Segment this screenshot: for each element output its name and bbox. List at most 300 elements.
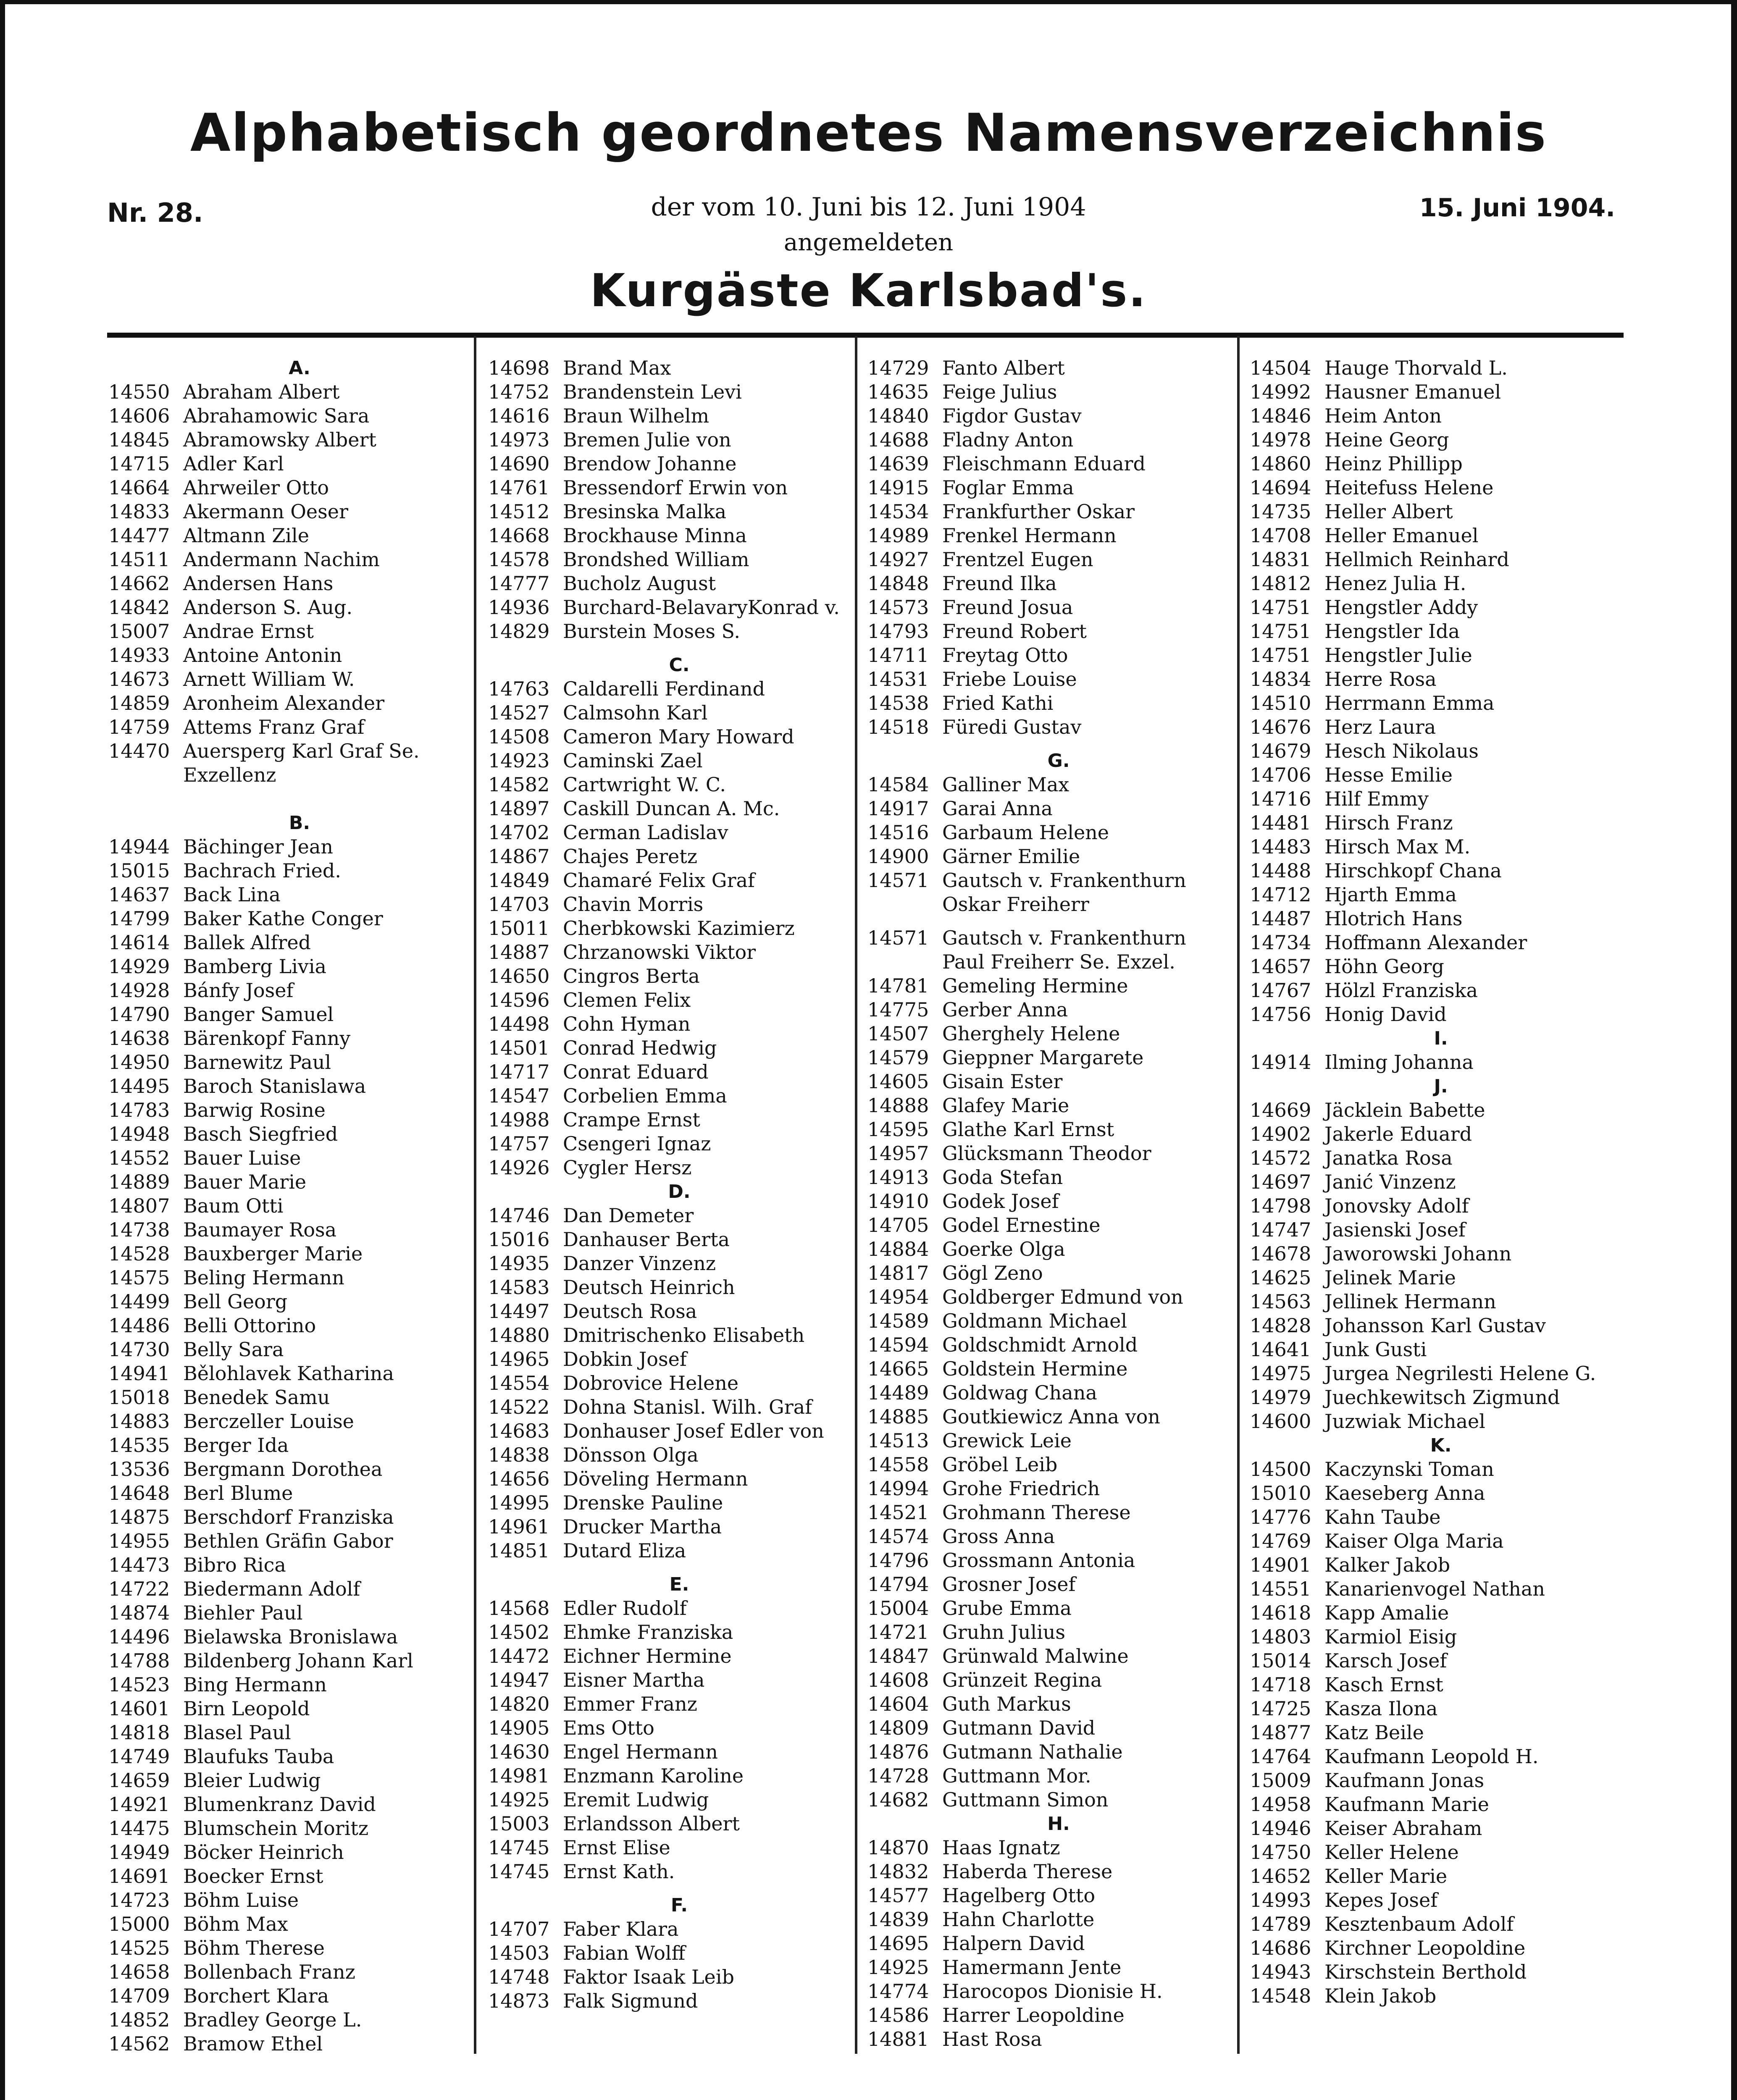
guest-name: Fried Kathi	[942, 692, 1054, 714]
guest-number: 14604	[867, 1693, 929, 1715]
spacer	[488, 643, 870, 653]
guest-name: Juechkewitsch Zigmund	[1324, 1386, 1560, 1409]
guest-name: Heine Georg	[1324, 428, 1449, 451]
guest-entry	[867, 1836, 1250, 1860]
guest-name: Berczeller Louise	[183, 1410, 354, 1433]
guest-number: 14752	[488, 381, 550, 403]
guest-number: 14933	[108, 644, 170, 667]
guest-number: 14989	[867, 524, 929, 547]
guest-entry	[108, 1864, 491, 1888]
guest-name: Kasza Ilona	[1324, 1697, 1438, 1720]
guest-entry	[1250, 907, 1632, 931]
guest-name: Birn Leopold	[183, 1697, 310, 1720]
issue-number: Nr. 28.	[107, 197, 203, 228]
guest-number: 14751	[1250, 620, 1311, 643]
guest-name: Biehler Paul	[183, 1601, 303, 1624]
guest-number: 15010	[1250, 1482, 1311, 1504]
guest-name: Hlotrich Hans	[1324, 907, 1463, 930]
guest-entry	[488, 1108, 870, 1132]
guest-number: 14803	[1250, 1625, 1311, 1648]
guest-number: 14489	[867, 1381, 929, 1404]
guest-number: 15009	[1250, 1769, 1311, 1792]
guest-number: 14683	[488, 1420, 550, 1442]
guest-entry	[108, 1601, 491, 1625]
guest-name: Goldschmidt Arnold	[942, 1334, 1138, 1356]
guest-name: Bauxberger Marie	[183, 1242, 363, 1265]
page-title: Alphabetisch geordnetes Namensverzeichnis	[190, 103, 1547, 163]
guest-name: Kepes Josef	[1324, 1889, 1438, 1911]
guest-number: 14818	[108, 1721, 170, 1744]
guest-name: Danzer Vinzenz	[563, 1252, 716, 1275]
guest-number: 14668	[488, 524, 550, 547]
guest-number: 14961	[488, 1515, 550, 1538]
guest-name: Falk Sigmund	[563, 1990, 698, 2012]
guest-name: Kapp Amalie	[1324, 1601, 1449, 1624]
guest-entry	[488, 500, 870, 524]
guest-entry	[867, 1094, 1250, 1118]
guest-name: Gruhn Julius	[942, 1621, 1065, 1643]
guest-number: 14902	[1250, 1123, 1311, 1145]
guest-entry	[108, 931, 491, 955]
guest-name: Kahn Taube	[1324, 1506, 1441, 1528]
guest-entry	[1250, 1386, 1632, 1410]
guest-number: 14745	[488, 1860, 550, 1883]
guest-name: Gröbel Leib	[942, 1453, 1058, 1476]
guest-number: 14698	[488, 357, 550, 379]
spacer	[108, 787, 491, 811]
guest-entry	[108, 1936, 491, 1960]
guest-name: Hausner Emanuel	[1324, 381, 1501, 403]
guest-name: Faktor Isaak Leib	[563, 1966, 734, 1988]
guest-number: 14764	[1250, 1745, 1311, 1768]
guest-number: 14734	[1250, 931, 1311, 954]
guest-entry	[108, 643, 491, 667]
guest-number: 14888	[867, 1094, 929, 1117]
guest-number: 14917	[867, 797, 929, 820]
guest-number: 14877	[1250, 1721, 1311, 1744]
guest-name: Kaeseberg Anna	[1324, 1482, 1485, 1504]
guest-entry	[1250, 1003, 1632, 1026]
guest-name: Döveling Hermann	[563, 1467, 748, 1490]
guest-entry	[488, 1012, 870, 1036]
guest-entry	[488, 1491, 870, 1515]
guest-name: Fabian Wolff	[563, 1942, 686, 1964]
guest-entry	[1250, 1410, 1632, 1433]
guest-number: 14691	[108, 1865, 170, 1887]
guest-number: 14798	[1250, 1194, 1311, 1217]
guest-entry	[867, 715, 1250, 739]
guest-name: Grünzeit Regina	[942, 1669, 1102, 1691]
guest-number: 14874	[108, 1601, 170, 1624]
guest-number: 14946	[1250, 1817, 1311, 1840]
guest-name: Altmann Zile	[183, 524, 309, 547]
guest-name: Fladny Anton	[942, 428, 1074, 451]
guest-number: 14535	[108, 1434, 170, 1457]
guest-entry	[1250, 1721, 1632, 1745]
guest-name: Jaworowski Johann	[1324, 1242, 1512, 1265]
guest-name: Frankfurther Oskar	[942, 500, 1135, 523]
guest-entry	[1250, 1673, 1632, 1697]
guest-entry	[867, 1166, 1250, 1189]
guest-name: Kaufmann Leopold H.	[1324, 1745, 1539, 1768]
guest-number: 15004	[867, 1597, 929, 1620]
guest-number: 14793	[867, 620, 929, 643]
guest-number: 14913	[867, 1166, 929, 1189]
guest-name: Kaczynski Toman	[1324, 1458, 1494, 1480]
guest-name: Deutsch Heinrich	[563, 1276, 735, 1299]
guest-entry	[1250, 428, 1632, 452]
guest-number: 14504	[1250, 357, 1311, 379]
guest-entry	[108, 1170, 491, 1194]
guest-name: Garbaum Helene	[942, 821, 1109, 844]
guest-name: Braun Wilhelm	[563, 404, 710, 427]
guest-name: Bärenkopf Fanny	[183, 1027, 351, 1050]
guest-entry	[108, 1194, 491, 1218]
guest-entry	[1250, 452, 1632, 476]
guest-number: 14838	[488, 1444, 550, 1466]
guest-number: 15016	[488, 1228, 550, 1251]
guest-entry	[867, 1788, 1250, 1812]
guest-number: 14812	[1250, 572, 1311, 595]
guest-number: 14730	[108, 1338, 170, 1361]
guest-entry	[108, 1697, 491, 1721]
guest-number: 14483	[1250, 835, 1311, 858]
guest-entry	[488, 452, 870, 476]
section-letter: I.	[1434, 1028, 1448, 1049]
guest-number: 14994	[867, 1477, 929, 1500]
guest-name: Keller Marie	[1324, 1865, 1448, 1887]
guest-number: 14523	[108, 1673, 170, 1696]
guest-entry	[488, 404, 870, 428]
guest-number: 14833	[108, 500, 170, 523]
guest-number: 14582	[488, 773, 550, 796]
guest-number: 14574	[867, 1525, 929, 1548]
guest-number: 14887	[488, 941, 550, 963]
guest-number: 14943	[1250, 1961, 1311, 1983]
guest-number: 14512	[488, 500, 550, 523]
guest-name: Bleier Ludwig	[183, 1769, 321, 1792]
guest-name: Ahrweiler Otto	[183, 476, 329, 499]
guest-entry	[108, 1984, 491, 2008]
guest-name: Kalker Jakob	[1324, 1554, 1451, 1576]
guest-name: Füredi Gustav	[942, 716, 1082, 738]
guest-name: Dönsson Olga	[563, 1444, 699, 1466]
guest-number: 14873	[488, 1990, 550, 2012]
guest-number: 14900	[867, 845, 929, 868]
guest-entry	[867, 1046, 1250, 1070]
guest-name: Böhm Therese	[183, 1937, 325, 1959]
guest-entry	[488, 1740, 870, 1764]
guest-entry	[1250, 1050, 1632, 1074]
guest-number: 15018	[108, 1386, 170, 1409]
section-letter: F.	[670, 1895, 688, 1916]
guest-name: Bing Hermann	[183, 1673, 327, 1696]
guest-entry	[867, 1357, 1250, 1381]
guest-number: 14695	[867, 1932, 929, 1955]
guest-number: 14708	[1250, 524, 1311, 547]
guest-entry	[867, 1333, 1250, 1357]
guest-entry	[867, 1549, 1250, 1572]
guest-entry	[488, 1228, 870, 1252]
guest-entry	[1250, 787, 1632, 811]
guest-name: Hahn Charlotte	[942, 1908, 1095, 1931]
guest-name: Burstein Moses S.	[563, 620, 741, 643]
guest-number: 14618	[1250, 1601, 1311, 1624]
guest-number: 14928	[108, 979, 170, 1002]
guest-number: 14694	[1250, 476, 1311, 499]
guest-name: Dobkin Josef	[563, 1348, 687, 1370]
guest-entry	[1250, 1912, 1632, 1936]
guest-entry	[108, 452, 491, 476]
guest-entry	[108, 1433, 491, 1457]
guest-number: 14921	[108, 1793, 170, 1816]
guest-entry	[1250, 524, 1632, 548]
guest-number: 14652	[1250, 1865, 1311, 1887]
guest-entry	[1250, 1864, 1632, 1888]
guest-name: Bradley George L.	[183, 2008, 362, 2031]
guest-name: Haberda Therese	[942, 1860, 1113, 1883]
guest-name: Hamermann Jente	[942, 1956, 1122, 1979]
guest-name: Hölzl Franziska	[1324, 979, 1478, 1002]
guest-name: Kaiser Olga Maria	[1324, 1530, 1504, 1552]
guest-number: 14897	[488, 797, 550, 820]
guest-entry	[867, 1261, 1250, 1285]
guest-entry	[488, 1371, 870, 1395]
guest-number: 14676	[1250, 716, 1311, 738]
guest-entry	[108, 1146, 491, 1170]
guest-number: 14738	[108, 1218, 170, 1241]
guest-name: Bell Georg	[183, 1290, 288, 1313]
guest-name: Drenske Pauline	[563, 1491, 723, 1514]
guest-number: 14637	[108, 883, 170, 906]
guest-number: 14481	[1250, 811, 1311, 834]
guest-entry	[867, 1620, 1250, 1644]
guest-entry	[1250, 1888, 1632, 1912]
guest-number: 14525	[108, 1937, 170, 1959]
guest-number: 14584	[867, 773, 929, 796]
guest-entry	[108, 1505, 491, 1529]
guest-name: Halpern David	[942, 1932, 1085, 1955]
guest-name: Ernst Kath.	[563, 1860, 675, 1883]
guest-number: 14664	[108, 476, 170, 499]
guest-entry	[108, 1960, 491, 1984]
guest-number: 14852	[108, 2008, 170, 2031]
guest-number: 14746	[488, 1204, 550, 1227]
guest-entry	[1250, 1290, 1632, 1314]
guest-entry	[488, 1132, 870, 1156]
guest-entry	[108, 1577, 491, 1601]
guest-number: 14750	[1250, 1841, 1311, 1864]
guest-number: 14502	[488, 1621, 550, 1643]
section-letter: D.	[668, 1181, 691, 1202]
guest-number: 14522	[488, 1396, 550, 1418]
guest-number: 14796	[867, 1549, 929, 1572]
guest-number: 14840	[867, 404, 929, 427]
guest-name: Bachrach Fried.	[183, 859, 341, 882]
guest-name: Eisner Martha	[563, 1669, 705, 1691]
guest-name: Abraham Albert	[183, 381, 340, 403]
guest-name: Berl Blume	[183, 1482, 293, 1504]
guest-name: Belly Sara	[183, 1338, 284, 1361]
guest-number: 14820	[488, 1693, 550, 1715]
guest-entry	[1250, 404, 1632, 428]
guest-entry	[867, 620, 1250, 643]
guest-number: 14648	[108, 1482, 170, 1504]
guest-name: Ilming Johanna	[1324, 1051, 1474, 1074]
guest-entry	[1250, 691, 1632, 715]
guest-number: 14500	[1250, 1458, 1311, 1480]
guest-number: 14829	[488, 620, 550, 643]
guest-entry	[1250, 572, 1632, 596]
guest-name: Hagelberg Otto	[942, 1884, 1096, 1907]
guest-number: 14716	[1250, 788, 1311, 810]
guest-name: Keiser Abraham	[1324, 1817, 1482, 1840]
guest-entry	[867, 1716, 1250, 1740]
guest-name: Baumayer Rosa	[183, 1218, 337, 1241]
guest-entry	[108, 1290, 491, 1314]
guest-number: 14510	[1250, 692, 1311, 714]
guest-entry	[108, 1074, 491, 1098]
guest-entry	[1250, 715, 1632, 739]
guest-number: 14721	[867, 1621, 929, 1643]
guest-number: 14849	[488, 869, 550, 892]
guest-name: Engel Hermann	[563, 1740, 718, 1763]
guest-number: 14927	[867, 548, 929, 571]
guest-entry	[867, 1453, 1250, 1477]
guest-name: Chamaré Felix Graf	[563, 869, 755, 892]
subtitle-registered: angemeldeten	[783, 229, 954, 256]
guest-number: 14538	[867, 692, 929, 714]
guest-entry	[108, 500, 491, 524]
spacer	[488, 1884, 870, 1893]
guest-name: Gisain Ester	[942, 1070, 1063, 1093]
guest-name: Cingros Berta	[563, 965, 700, 987]
guest-entry	[488, 701, 870, 725]
guest-number: 14832	[867, 1860, 929, 1883]
guest-name: Biedermann Adolf	[183, 1578, 360, 1600]
guest-number: 14550	[108, 381, 170, 403]
guest-entry	[108, 524, 491, 548]
guest-name: Kesztenbaum Adolf	[1324, 1913, 1514, 1935]
guest-name: Hauge Thorvald L.	[1324, 357, 1508, 379]
guest-name: Gutmann David	[942, 1717, 1096, 1739]
issue-date: 15. Juni 1904.	[1419, 193, 1615, 223]
guest-name: Garai Anna	[942, 797, 1053, 820]
section-letter: C.	[669, 654, 690, 676]
guest-entry	[488, 1443, 870, 1467]
guest-entry	[108, 1362, 491, 1386]
guest-entry	[488, 845, 870, 869]
guest-name: Junk Gusti	[1324, 1338, 1427, 1361]
guest-number: 14496	[108, 1625, 170, 1648]
guest-number: 14828	[1250, 1314, 1311, 1337]
guest-name: Beling Hermann	[183, 1266, 344, 1289]
guest-name: Calmsohn Karl	[563, 701, 708, 724]
guest-entry	[1250, 835, 1632, 859]
guest-name: Hirsch Max M.	[1324, 835, 1471, 858]
guest-entry	[108, 1625, 491, 1649]
guest-number: 14926	[488, 1156, 550, 1179]
guest-entry	[488, 1764, 870, 1788]
header-rule	[107, 333, 1624, 338]
guest-entry	[1250, 1170, 1632, 1194]
guest-name: Cartwright W. C.	[563, 773, 726, 796]
guest-number: 14601	[108, 1697, 170, 1720]
guest-entry	[1250, 931, 1632, 955]
guest-number: 14527	[488, 701, 550, 724]
guest-name: Burchard-BelavaryKonrad v.	[563, 596, 840, 619]
guest-name: Corbelien Emma	[563, 1084, 727, 1107]
guest-number: 14703	[488, 893, 550, 916]
guest-entry	[488, 1252, 870, 1276]
guest-entry	[1250, 1098, 1632, 1122]
guest-number: 14973	[488, 428, 550, 451]
guest-name: Cygler Hersz	[563, 1156, 692, 1179]
guest-number: 14767	[1250, 979, 1311, 1002]
guest-name: Guth Markus	[942, 1693, 1071, 1715]
guest-name: Eremit Ludwig	[563, 1788, 709, 1811]
guest-number: 15003	[488, 1812, 550, 1835]
guest-entry	[867, 404, 1250, 428]
guest-name: Kirschstein Berthold	[1324, 1961, 1527, 1983]
guest-entry	[867, 643, 1250, 667]
guest-number: 14881	[867, 2028, 929, 2050]
guest-number: 14606	[108, 404, 170, 427]
guest-entry	[867, 1142, 1250, 1166]
guest-entry	[867, 1189, 1250, 1213]
guest-name: Blumschein Moritz	[183, 1817, 369, 1840]
guest-number: 14614	[108, 931, 170, 954]
guest-name: Karsch Josef	[1324, 1649, 1447, 1672]
section-letter: G.	[1047, 750, 1070, 772]
guest-entry	[867, 926, 1250, 950]
guest-number: 14547	[488, 1084, 550, 1107]
guest-name: Edler Rudolf	[563, 1597, 687, 1620]
guest-name: Grewick Leie	[942, 1429, 1072, 1452]
guest-number: 14498	[488, 1013, 550, 1035]
guest-entry	[108, 1649, 491, 1673]
guest-name: Aronheim Alexander	[183, 692, 385, 714]
guest-number: 14551	[1250, 1578, 1311, 1600]
guest-name: Cohn Hyman	[563, 1013, 691, 1035]
guest-entry	[108, 1266, 491, 1290]
guest-entry	[488, 1620, 870, 1644]
guest-entry	[867, 1285, 1250, 1309]
guest-entry	[488, 1692, 870, 1716]
guest-number: 14563	[1250, 1290, 1311, 1313]
guest-entry	[867, 1572, 1250, 1596]
guest-number: 14571	[867, 927, 929, 949]
guest-entry	[1250, 1625, 1632, 1649]
guest-number: 14995	[488, 1491, 550, 1514]
guest-entry	[108, 380, 491, 404]
guest-number: 14495	[108, 1075, 170, 1097]
guest-name-continuation: Oskar Freiherr	[942, 893, 1089, 916]
guest-name: Goldstein Hermine	[942, 1357, 1128, 1380]
guest-number: 14497	[488, 1300, 550, 1323]
guest-name: Caminski Zael	[563, 749, 703, 772]
guest-entry	[867, 452, 1250, 476]
name-column-2	[488, 356, 870, 2013]
guest-number: 14521	[867, 1501, 929, 1524]
guest-name: Glücksmann Theodor	[942, 1142, 1151, 1165]
guest-name: Hellmich Reinhard	[1324, 548, 1509, 571]
guest-number: 14876	[867, 1740, 929, 1763]
guest-number: 14571	[867, 869, 929, 892]
guest-number: 14774	[867, 1980, 929, 2003]
guest-entry	[488, 1596, 870, 1620]
guest-entry	[488, 380, 870, 404]
